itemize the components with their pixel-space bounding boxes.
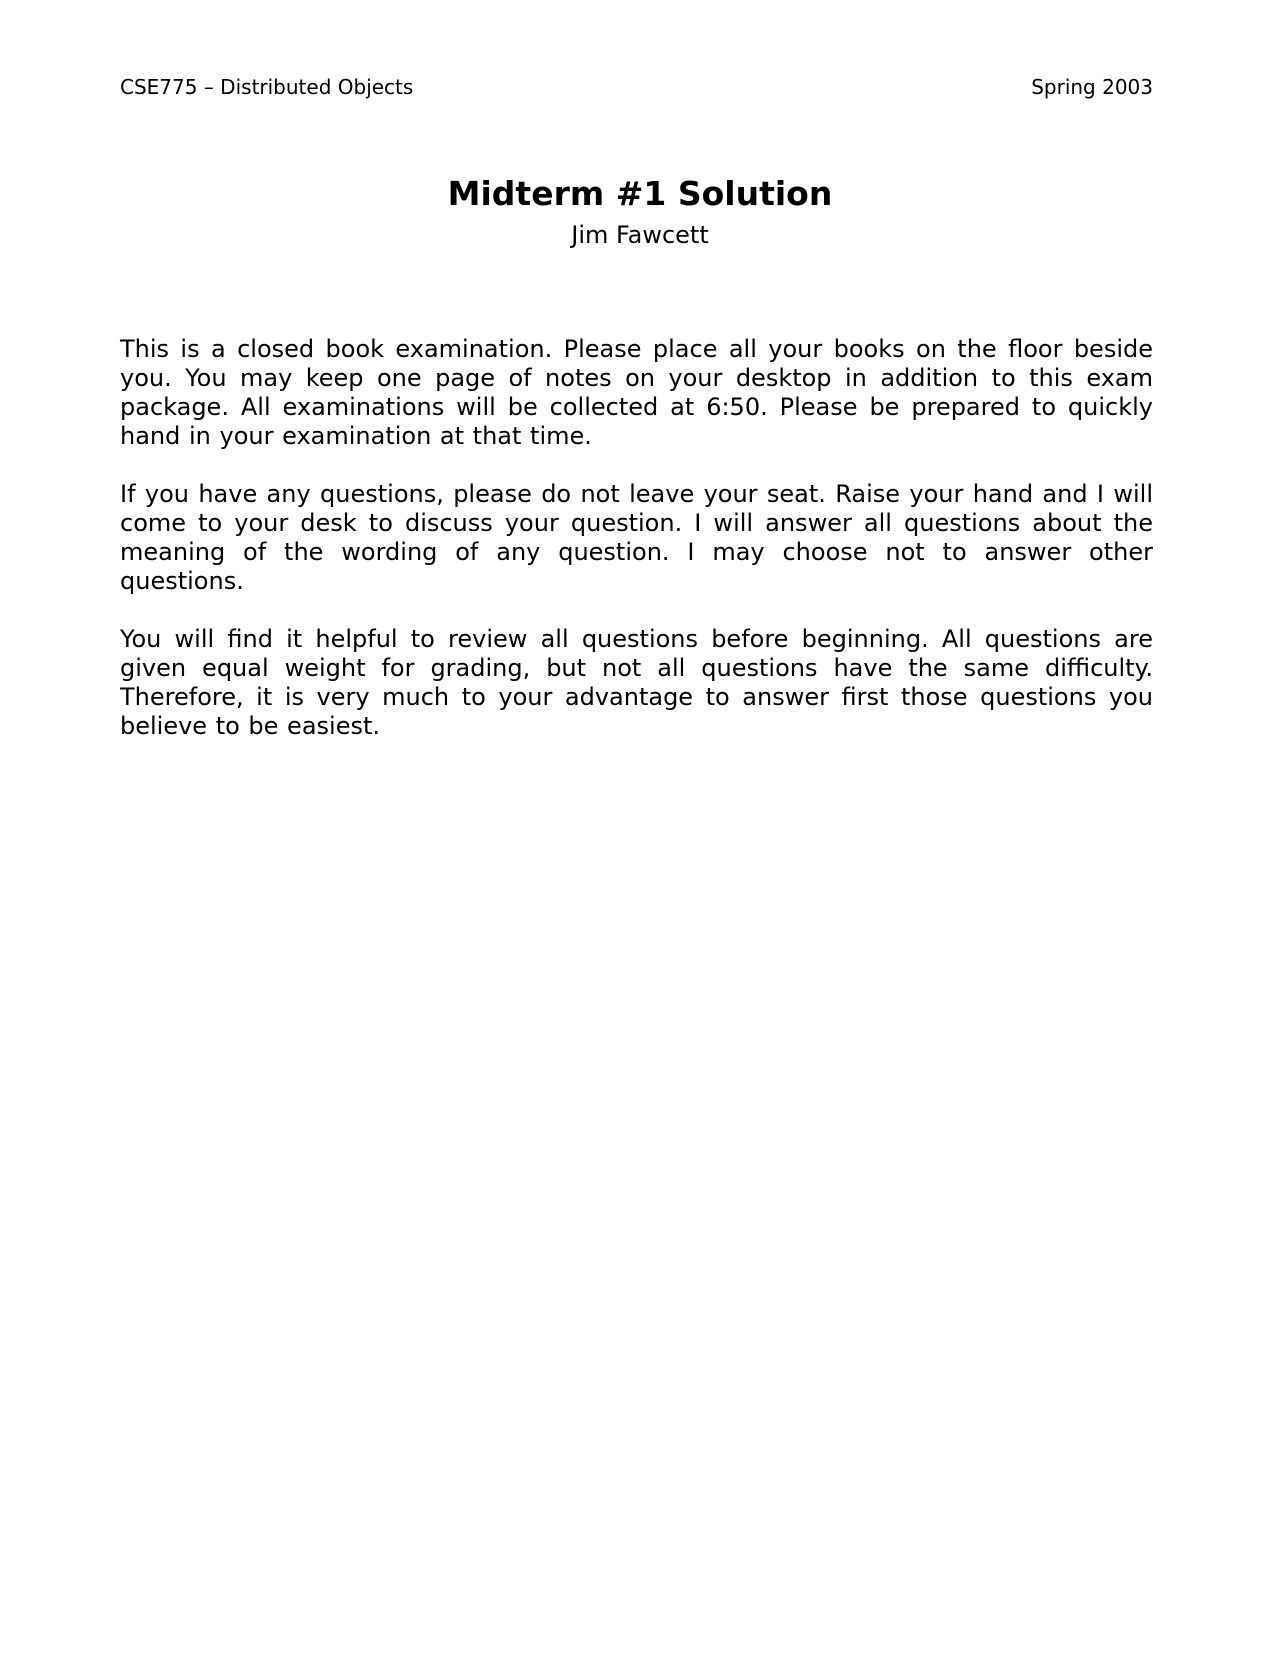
document-title: Midterm #1 Solution bbox=[447, 174, 833, 213]
instruction-paragraph: If you have any questions, please do not leave your seat. Raise your hand and I will come to your desk to discuss your question. I will answer all questions about the meaning of the wording of any question. I may choose not to answer other questions. bbox=[120, 480, 1153, 595]
course-name: CSE775 – Distributed Objects bbox=[120, 75, 414, 99]
title-block bbox=[0, 172, 1280, 250]
page-header bbox=[120, 74, 1153, 100]
instruction-paragraph: You will find it helpful to review all questions before beginning. All questions are given equal weight for grading, but not all questions have the same difficulty. Therefore, it is very much to your advantage to answer first those questions you believe to be easiest. bbox=[120, 625, 1153, 740]
instruction-paragraph: This is a closed book examination. Please place all your books on the floor beside you. You may keep one page of notes on your desktop in addition to this exam package. All examinations will be collected at 6:50. Please be prepared to quickly hand in your examination at that time. bbox=[120, 335, 1153, 450]
author-name: Jim Fawcett bbox=[571, 221, 709, 249]
semester: Spring 2003 bbox=[1031, 75, 1153, 99]
instructions bbox=[120, 335, 1153, 770]
